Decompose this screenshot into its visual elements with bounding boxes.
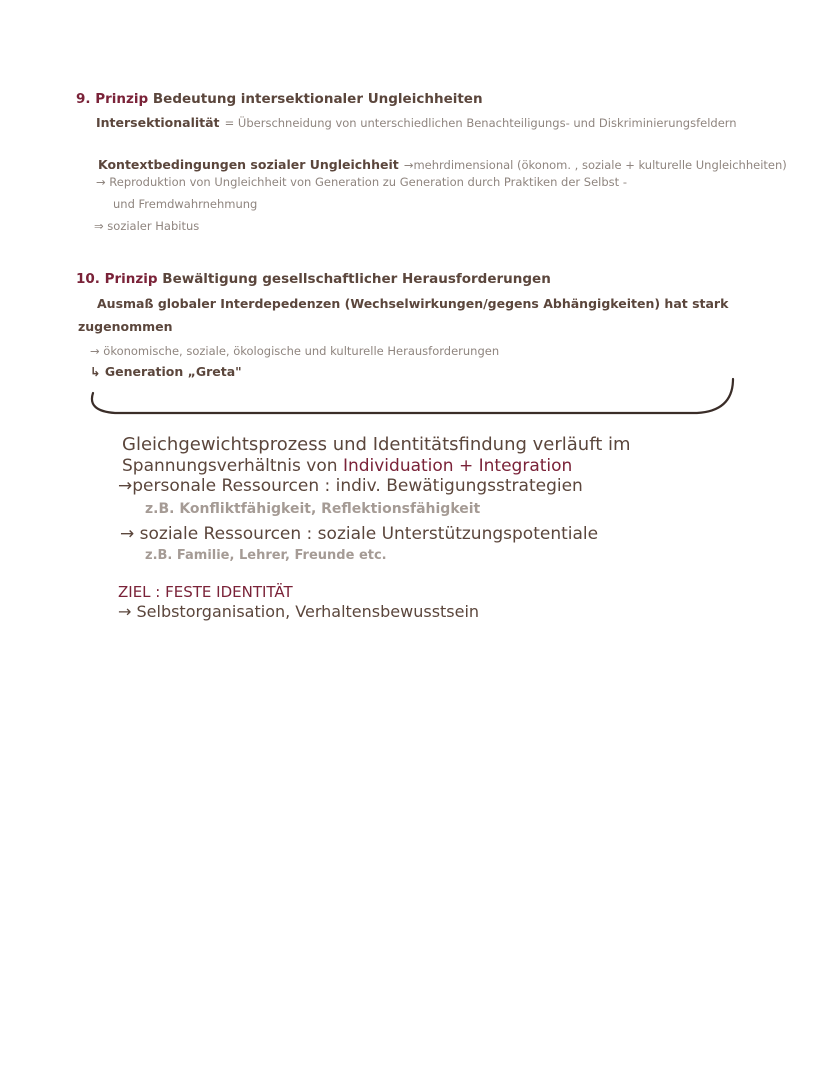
- summary-line-2: [122, 456, 572, 476]
- section-10-title: Bewältigung gesellschaftlicher Herausforderungen: [162, 271, 551, 287]
- context-label: Kontextbedingungen sozialer Ungleichheit: [98, 157, 399, 172]
- goal-detail: → Selbstorganisation, Verhaltensbewusstsein: [118, 602, 480, 621]
- section-9-prefix: Prinzip: [95, 91, 149, 107]
- section-9-number: 9.: [76, 91, 91, 107]
- section-9-heading: [76, 91, 483, 107]
- challenges-line: → ökonomische, soziale, ökologische und kulturelle Herausforderungen: [90, 344, 500, 358]
- social-resources: → soziale Ressourcen : soziale Unterstützungspotentiale: [120, 524, 599, 544]
- section-10-heading: [76, 271, 551, 287]
- intersectionality-line: [96, 112, 737, 131]
- goal-heading: ZIEL : FESTE IDENTITÄT: [118, 583, 293, 601]
- habitus-line: ⇒ sozialer Habitus: [94, 219, 200, 233]
- reproduction-line-1: → Reproduktion von Ungleichheit von Generation zu Generation durch Praktiken der Selbst -: [96, 175, 627, 189]
- interdependence-line-2: zugenommen: [78, 319, 173, 334]
- reproduction-line-2: und Fremdwahrnehmung: [113, 197, 258, 211]
- summary-line-2-prefix: Spannungsverhältnis von: [122, 456, 338, 476]
- summary-highlight: Individuation + Integration: [342, 456, 573, 476]
- section-9-title: Bedeutung intersektionaler Ungleichheiten: [152, 91, 483, 107]
- generation-greta-line: ↳ Generation „Greta": [90, 364, 242, 379]
- section-10-number: 10.: [76, 271, 100, 287]
- curly-brace-divider: [85, 375, 745, 425]
- context-detail: →mehrdimensional (ökonom. , soziale + kulturelle Ungleichheiten): [403, 158, 787, 172]
- context-line: [98, 154, 787, 173]
- summary-line-1: Gleichgewichtsprozess und Identitätsfindung verläuft im: [122, 434, 631, 455]
- intersectionality-definition: = Überschneidung von unterschiedlichen Benachteiligungs- und Diskriminierungsfeldern: [224, 116, 737, 130]
- interdependence-line-1: Ausmaß globaler Interdepedenzen (Wechselwirkungen/gegens Abhängigkeiten) hat stark: [97, 296, 729, 311]
- section-10-prefix: Prinzip: [104, 271, 158, 287]
- social-example: z.B. Familie, Lehrer, Freunde etc.: [145, 548, 387, 563]
- intersectionality-term: Intersektionalität: [96, 115, 220, 130]
- personal-example: z.B. Konfliktfähigkeit, Reflektionsfähigkeit: [145, 501, 481, 517]
- personal-resources: →personale Ressourcen : indiv. Bewätigungsstrategien: [118, 476, 583, 496]
